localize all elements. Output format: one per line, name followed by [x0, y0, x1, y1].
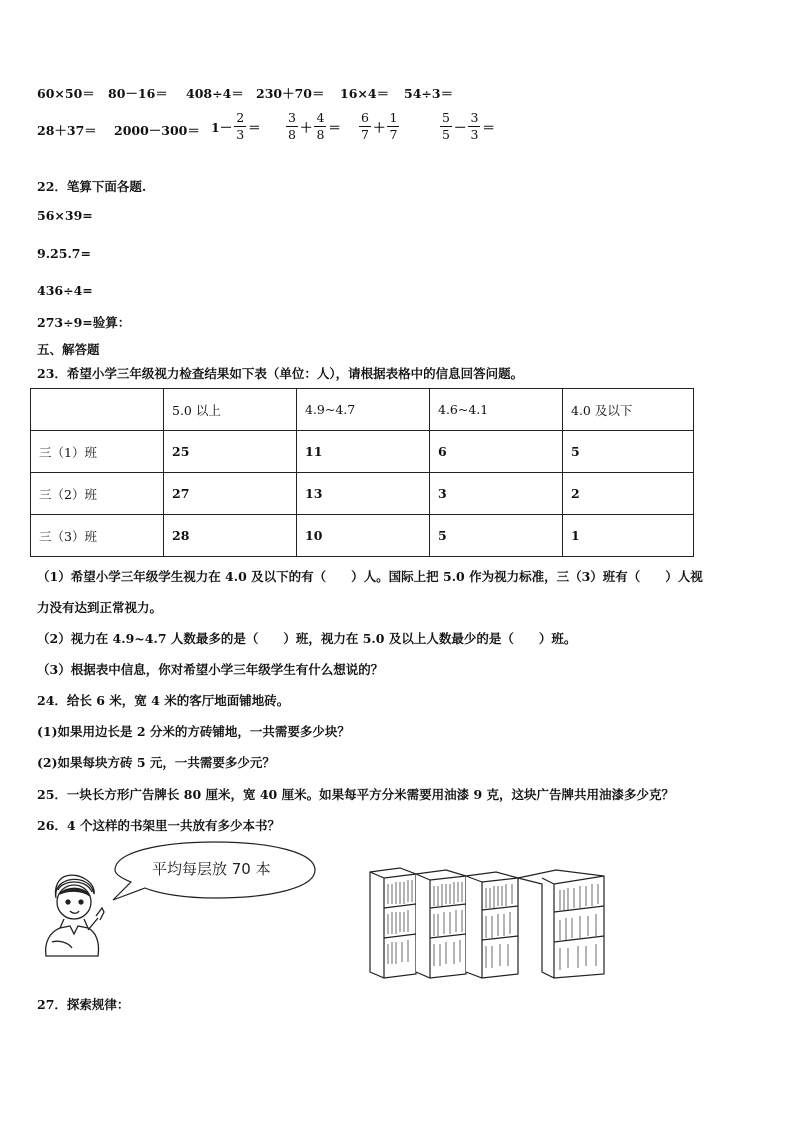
vision-table	[30, 388, 694, 557]
calc-item: 60×50＝	[37, 86, 95, 101]
table-header-cell: 4.6~4.1	[430, 389, 563, 431]
table-header-cell: 5.0 以上	[164, 389, 297, 431]
calc-item: 408÷4＝	[186, 86, 244, 101]
table-cell: 2	[563, 473, 694, 515]
table-row	[31, 431, 694, 473]
fraction: $\frac{4}{8}$	[316, 110, 325, 142]
table-cell: 13	[297, 473, 430, 515]
table-row	[31, 515, 694, 557]
q22-item: 9.25.7=	[37, 246, 91, 261]
table-header-cell: 4.0 及以下	[563, 389, 694, 431]
q23-sub1-line2: 力没有达到正常视力。	[37, 600, 163, 615]
calc-item: 230＋70＝	[256, 86, 325, 101]
fraction: $\frac{1}{7}$	[389, 110, 398, 142]
table-cell: 10	[297, 515, 430, 557]
calc-item: 28＋37＝	[37, 123, 97, 138]
table-cell: 25	[164, 431, 297, 473]
section-heading: 五、解答题	[37, 342, 100, 357]
table-cell: 11	[297, 431, 430, 473]
q23-sub1-line1: （1）希望小学三年级学生视力在 4.0 及以下的有（ ）人。国际上把 5.0 作为视力标准，三（3）班有（ ）人视	[37, 569, 703, 584]
calc-item: 80－16＝	[108, 86, 168, 101]
table-cell: 28	[164, 515, 297, 557]
fraction: $\frac{6}{7}$	[361, 110, 369, 142]
table-header-cell: 4.9~4.7	[297, 389, 430, 431]
q23-sub3: （3）根据表中信息，你对希望小学三年级学生有什么想说的？	[37, 662, 384, 677]
table-header-row	[31, 389, 694, 431]
fraction: $\frac{5}{5}$	[442, 110, 450, 142]
bookshelves-illustration	[366, 862, 610, 980]
table-cell: 1	[563, 515, 694, 557]
question-22-title: 22．笔算下面各题.	[37, 179, 147, 194]
q22-item: 56×39=	[37, 208, 93, 223]
fraction-expression: $\frac{6}{7}$ ＋ $\frac{1}{7}$	[361, 110, 398, 142]
calc-item: 2000－300＝	[114, 123, 200, 138]
bookshelf-2	[416, 870, 466, 978]
fraction: $\frac{3}{8}$	[288, 110, 296, 142]
table-cell-class: 三（3）班	[31, 515, 164, 557]
q24-sub1: (1)如果用边长是 2 分米的方砖铺地，一共需要多少块？	[37, 724, 350, 739]
question-24-title: 24．给长 6 米，宽 4 米的客厅地面铺地砖。	[37, 693, 290, 708]
table-cell-class: 三（2）班	[31, 473, 164, 515]
q22-item: 436÷4=	[37, 283, 93, 298]
q24-sub2: (2)如果每块方砖 5 元，一共需要多少元？	[37, 755, 275, 770]
table-cell-class: 三（1）班	[31, 431, 164, 473]
bookshelf-1	[370, 868, 416, 978]
cartoon-child-illustration	[38, 868, 110, 960]
calc-item: 16×4＝	[340, 86, 390, 101]
table-header-cell	[31, 389, 164, 431]
fraction-expression: $\frac{3}{8}$ ＋ $\frac{4}{8}$ ＝	[288, 110, 341, 142]
table-row	[31, 473, 694, 515]
q22-item: 273÷9=验算：	[37, 315, 131, 330]
question-26-title: 26．4 个这样的书架里一共放有多少本书？	[37, 818, 280, 833]
table-cell: 27	[164, 473, 297, 515]
table-cell: 5	[430, 515, 563, 557]
fraction: $\frac{2}{3}$	[236, 110, 245, 142]
fraction-expression: 1－ $\frac{2}{3}$ ＝	[211, 110, 261, 142]
calc-item: 54÷3＝	[404, 86, 454, 101]
q23-sub2: （2）视力在 4.9~4.7 人数最多的是（ ）班，视力在 5.0 及以上人数最少的是（ ）班。	[37, 631, 577, 646]
bookshelf-4	[518, 870, 604, 978]
question-23-title: 23．希望小学三年级视力检查结果如下表（单位：人），请根据表格中的信息回答问题。	[37, 366, 524, 381]
table-cell: 6	[430, 431, 563, 473]
question-25: 25．一块长方形广告牌长 80 厘米，宽 40 厘米。如果每平方分米需要用油漆 9 克，这块广告牌共用油漆多少克？	[37, 787, 674, 802]
table-cell: 5	[563, 431, 694, 473]
table-cell: 3	[430, 473, 563, 515]
fraction-expression: $\frac{5}{5}$ － $\frac{3}{3}$ ＝	[442, 110, 495, 142]
bubble-text: 平均每层放 70 本	[152, 860, 271, 878]
fraction: $\frac{3}{3}$	[470, 110, 479, 142]
question-27: 27．探索规律：	[37, 997, 130, 1012]
